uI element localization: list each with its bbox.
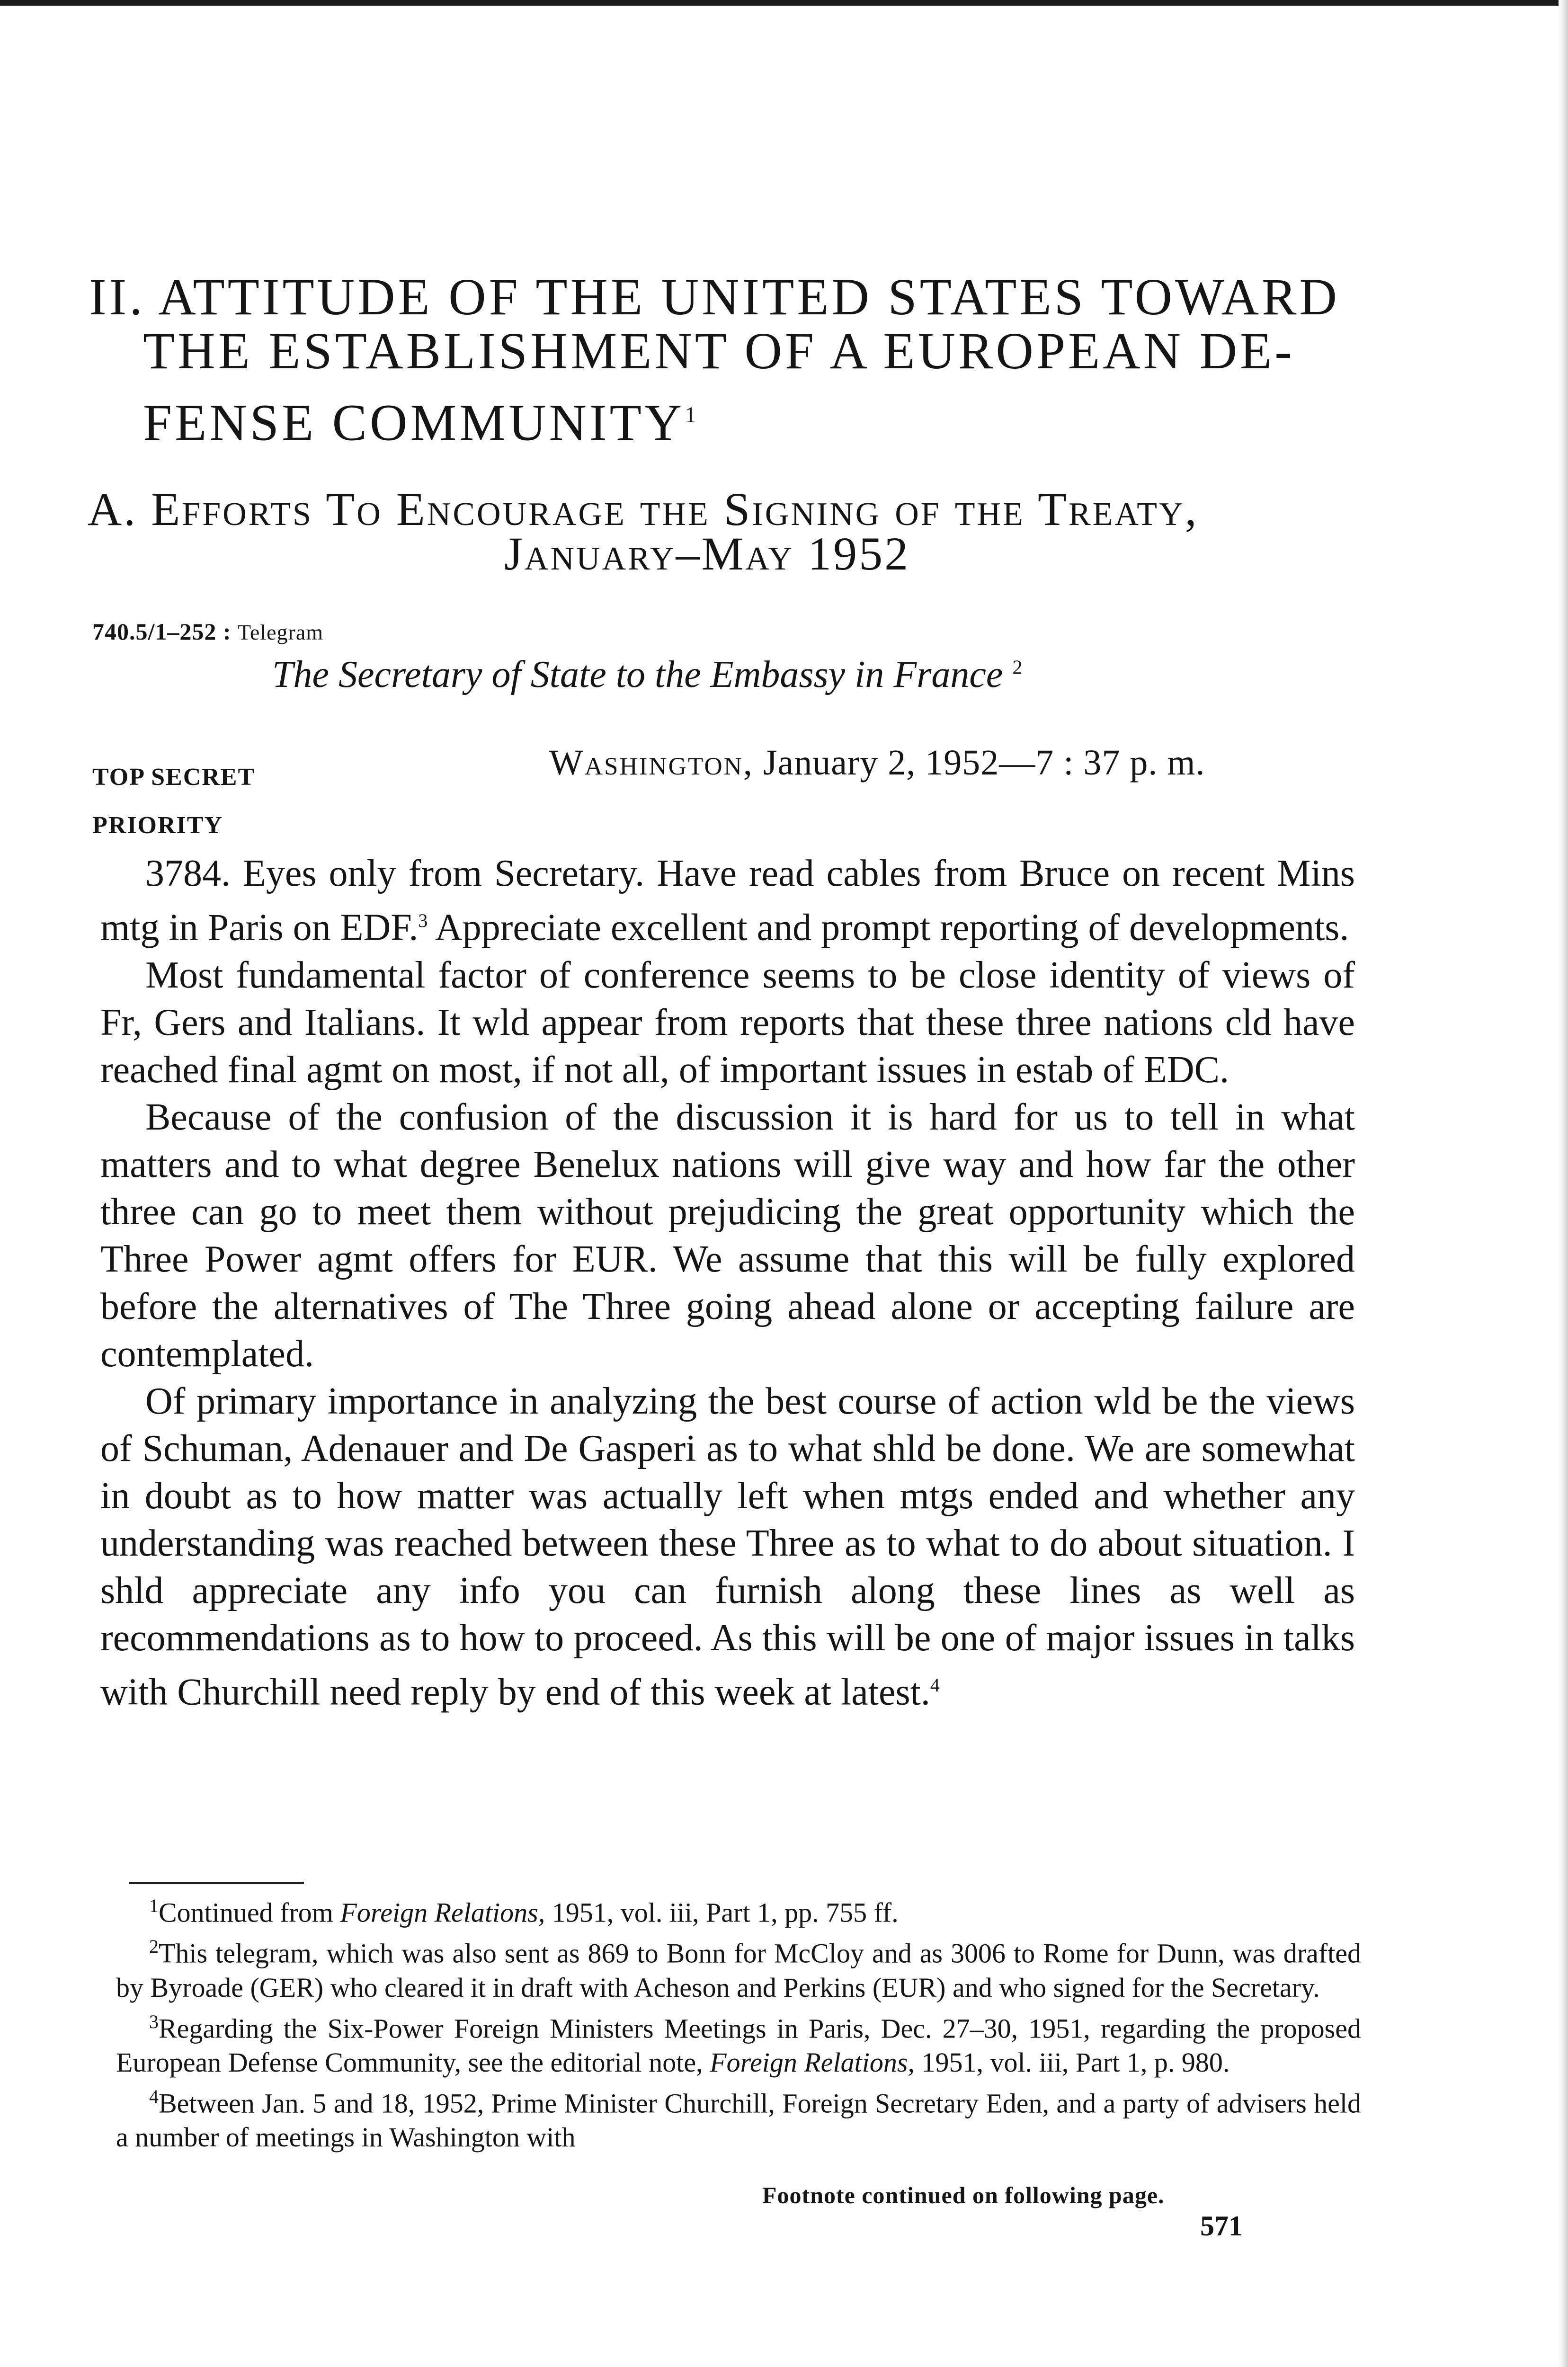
footnote-rule (129, 1882, 304, 1884)
scan-right-edge (1559, 0, 1568, 2367)
footnote-1: $^1$Continued from Foreign Relations, 1951, vol. iii, Part 1, pp. 755 ff. (149, 1895, 899, 1928)
section-heading-line-2: January–May 1952 (504, 527, 910, 580)
classification: TOP SECRET (92, 764, 256, 791)
footnote-continued-note: Footnote continued on following page. (762, 2182, 1165, 2208)
footnote-ref-2: 2 (1012, 657, 1023, 679)
precedence: PRIORITY (92, 812, 223, 839)
page-number: 571 (1200, 2210, 1243, 2242)
section-heading-line-1: A. Efforts To Encourage the Signing of the Treaty, (88, 483, 1199, 535)
paragraph-4: Of primary importance in analyzing the best course of action wld be the views of Schuman, Adenauer and De Gasperi as to what shld be done. We are somewhat in doubt as to how matter was actually left when mtgs ended and whether any understanding was reached between these Three as to what to do about situation. I shld appreciate any info you can furnish along these lines as well as recommendations as to how to proceed. As this will be one of major issues in talks with Churchill need reply by end of this week at latest.$^4$ (100, 1380, 1355, 1713)
paragraph-2: Most fundamental factor of conference seems to be close identity of views of Fr, Gers and Italians. It wld appear from reports that these three nations cld have reached final agmt on most, if not all, of important issues in estab of EDC. (100, 954, 1355, 1091)
footnote-ref-4: 4 (930, 1674, 940, 1696)
telegram-body (100, 850, 1355, 1716)
dateline-place: Washington, (549, 743, 754, 783)
file-number: 740.5/1–252 : Telegram (92, 618, 324, 645)
footnote-4: $^4$Between Jan. 5 and 18, 1952, Prime Minister Churchill, Foreign Secretary Eden, and a party of advisers held a number of meetings in Washington with (116, 2085, 1361, 2153)
footnote-3: $^3$Regarding the Six-Power Foreign Ministers Meetings in Paris, Dec. 27–30, 1951, regarding the proposed European Defense Community, see the editorial note, Foreign Relations, 1951, vol. iii, Part 1, p. 980. (116, 2011, 1361, 2078)
part-heading-line-1: II. ATTITUDE OF THE UNITED STATES TOWARD (89, 268, 1340, 326)
dateline (549, 742, 1205, 783)
dateline-date: January 2, 1952—7 : 37 p. m. (763, 743, 1205, 783)
footnote-2: $^2$This telegram, which was also sent as 869 to Bonn for McCloy and as 3006 to Rome for Dunn, was drafted by Byroade (GER) who cleared it in draft with Acheson and Perkins (EUR) and who signed for the Secretary. (116, 1936, 1361, 2003)
part-heading-line-2: THE ESTABLISHMENT OF A EUROPEAN DE- (143, 322, 1295, 380)
paragraph-3: Because of the confusion of the discussion it is hard for us to tell in what matters and to what degree Benelux nations will give way and how far the other three can go to meet them without prejudicing the great opportunity which the Three Power agmt offers for EUR. We assume that this will be fully explored before the alternatives of The Three going ahead alone or accepting failure are contemplated. (100, 1096, 1355, 1375)
footnotes (116, 1889, 1361, 2154)
paragraph-1: 3784. Eyes only from Secretary. Have read cables from Bruce on recent Mins mtg in Paris on EDF.$^3$ Appreciate excellent and prompt reporting of developments. (100, 853, 1355, 949)
footnote-ref-3: 3 (418, 910, 428, 931)
document-title: The Secretary of State to the Embassy in France $^2$ (272, 654, 1023, 695)
footnote-ref-1: 1 (685, 402, 699, 427)
part-heading-line-3: FENSE COMMUNITY$^1$ (143, 393, 699, 452)
scan-top-border (0, 0, 1568, 6)
